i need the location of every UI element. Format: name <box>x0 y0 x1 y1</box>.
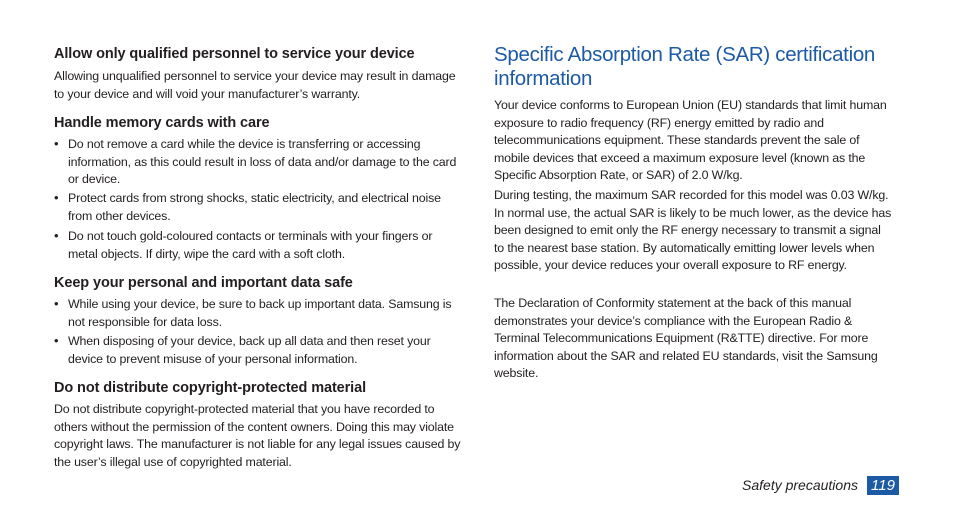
bullet-item <box>54 136 464 189</box>
heading-copyright: Do not distribute copyright-protected material <box>54 380 367 396</box>
paragraph-sar-testing: During testing, the maximum SAR recorded for this model was 0.03 W/kg. In normal use, the actual SAR is likely to be much lower, as the device has been designed to emit only the RF energy necessary to transmit a signal to the nearest base station. By automatically emitting lower levels when possible, your device reduces your overall exposure to RF energy. <box>494 188 892 273</box>
bullet-item <box>54 333 464 368</box>
bullet-dot-icon: • <box>54 136 59 151</box>
paragraph-sar-standards: Your device conforms to European Union (EU) standards that limit human exposure to radio frequency (RF) energy emitted by radio and telecommunications equipment. These standards prevent the sale of mobile devices that exceed a maximum exposure level (known as the Specific Absorption Rate, or SAR) of 2.0 W/kg. <box>494 98 887 183</box>
bullet-dot-icon: • <box>54 296 59 311</box>
bullet-text: Protect cards from strong shocks, static electricity, and electrical noise from other devices. <box>68 191 441 223</box>
bullet-text: While using your device, be sure to back up important data. Samsung is not responsible for data loss. <box>68 297 452 329</box>
bullet-text: Do not touch gold-coloured contacts or terminals with your fingers or metal objects. If dirty, wipe the card with a soft cloth. <box>68 229 433 261</box>
bullet-item <box>54 228 464 263</box>
section-title-sar: Specific Absorption Rate (SAR) certification information <box>494 43 876 90</box>
page-number: 119 <box>867 476 899 495</box>
heading-qualified-personnel: Allow only qualified personnel to service your device <box>54 46 415 62</box>
heading-memory-cards: Handle memory cards with care <box>54 115 270 131</box>
bullet-text: When disposing of your device, back up all data and then reset your device to prevent misuse of your personal information. <box>68 334 431 366</box>
footer-section-label: Safety precautions <box>742 477 858 493</box>
bullet-dot-icon: • <box>54 190 59 205</box>
heading-data-safe: Keep your personal and important data safe <box>54 275 353 291</box>
bullet-dot-icon: • <box>54 228 59 243</box>
bullet-item <box>54 190 464 225</box>
bullet-item <box>54 296 464 331</box>
bullet-text: Do not remove a card while the device is transferring or accessing information, as this could result in loss of data and/or damage to the card or device. <box>68 137 457 187</box>
paragraph-declaration: The Declaration of Conformity statement at the back of this manual demonstrates your device’s compliance with the European Radio & Terminal Telecommunications Equipment (R&TTE) directive. For more information about the SAR and related EU standards, visit the Samsung website. <box>494 296 878 381</box>
paragraph-copyright: Do not distribute copyright-protected material that you have recorded to others without the permission of the content owners. Doing this may violate copyright laws. The manufacturer is not liable for any legal issues caused by the user’s illegal use of copyrighted material. <box>54 402 461 469</box>
bullet-dot-icon: • <box>54 333 59 348</box>
paragraph-qualified-personnel: Allowing unqualified personnel to service your device may result in damage to your device and will void your manufacturer’s warranty. <box>54 69 456 101</box>
